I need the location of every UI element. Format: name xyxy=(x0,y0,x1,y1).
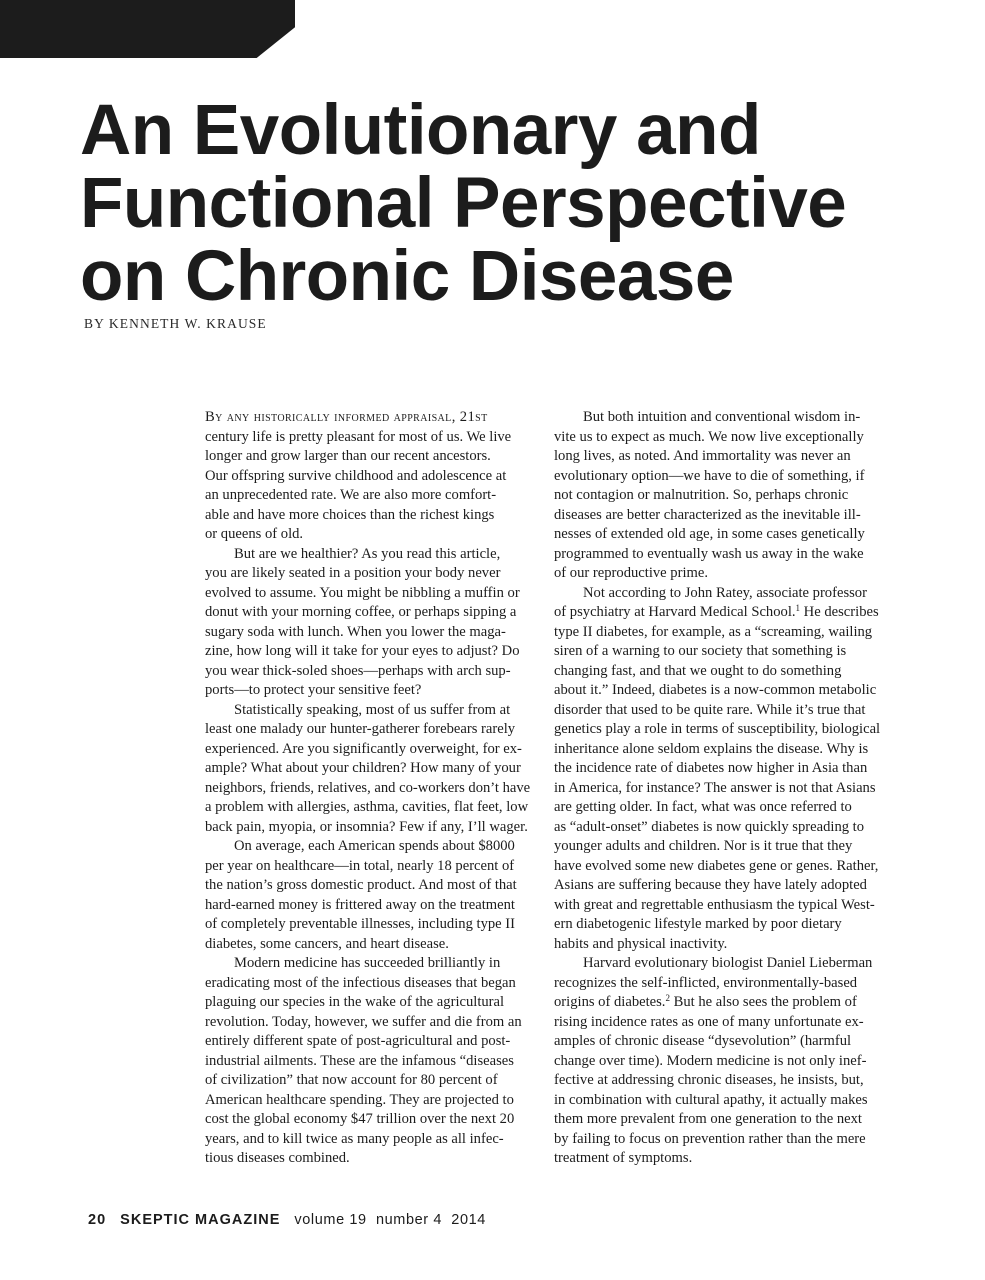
text-line: eradicating most of the infectious diseases that began xyxy=(205,974,516,991)
title-line: Functional Perspective xyxy=(80,164,847,243)
title-line: An Evolutionary and xyxy=(80,91,761,170)
text-line: disorder that used to be quite rare. While it’s true that xyxy=(554,701,866,718)
text-line: back pain, myopia, or insomnia? Few if any, I’ll wager. xyxy=(205,818,528,835)
text-line: the nation’s gross domestic product. And most of that xyxy=(205,877,517,893)
text-line: ample? What about your children? How many of your xyxy=(205,760,521,776)
text-line: as “adult-onset” diabetes is now quickly spreading to xyxy=(554,818,865,835)
text-line: diseases are better characterized as the inevitable ill- xyxy=(554,506,861,523)
footnote-marker: 2 xyxy=(665,993,670,1003)
text-line: treatment of symptoms. xyxy=(554,1150,693,1166)
text-line: But are we healthier? As you read this article, xyxy=(234,545,501,562)
magazine-name: SKEPTIC MAGAZINE xyxy=(120,1212,281,1228)
text-line: of completely preventable illnesses, including type II xyxy=(205,916,516,932)
text-line: neighbors, friends, relatives, and co-workers don’t have xyxy=(205,779,531,796)
corner-tab xyxy=(0,0,295,58)
text-line: zine, how long will it take for your eyes to adjust? Do xyxy=(205,643,520,659)
issue-info: volume 19 number 4 2014 xyxy=(294,1212,486,1228)
text-line: of our reproductive prime. xyxy=(554,565,708,581)
text-line-with-footnote xyxy=(554,993,884,1013)
text-line: type II diabetes, for example, as a “screaming, wailing xyxy=(554,623,873,640)
left-column xyxy=(205,408,535,1169)
text-line: Our offspring survive childhood and adolescence at xyxy=(205,467,507,484)
text-line: recognizes the self-inflicted, environmentally-based xyxy=(554,974,858,991)
text-fragment: He describes xyxy=(800,604,879,620)
text-line: amples of chronic disease “dysevolution” (harmful xyxy=(554,1033,852,1049)
text-fragment: origins of diabetes. xyxy=(554,994,666,1010)
text-line: programmed to eventually wash us away in the wake xyxy=(554,545,864,562)
text-line: with great and regrettable enthusiasm the typical West- xyxy=(554,896,875,913)
text-line: about it.” Indeed, diabetes is a now-common metabolic xyxy=(554,682,877,698)
text-fragment: of psychiatry at Harvard Medical School. xyxy=(554,604,796,620)
text-line: Asians are suffering because they have lately adopted xyxy=(554,877,867,893)
text-line: change over time). Modern medicine is not only inef- xyxy=(554,1052,867,1069)
text-line: of civilization” that now account for 80 percent of xyxy=(205,1072,498,1088)
text-line: you wear thick-soled shoes—perhaps with arch sup- xyxy=(205,662,511,679)
text-line: sugary soda with lunch. When you lower the maga- xyxy=(205,623,506,640)
text-line: Harvard evolutionary biologist Daniel Lieberman xyxy=(583,955,873,971)
text-line: able and have more choices than the richest kings xyxy=(205,506,495,523)
text-line: plaguing our species in the wake of the agricultural xyxy=(205,994,505,1010)
text-line: industrial ailments. These are the infamous “diseases xyxy=(205,1052,514,1069)
text-line: long lives, as noted. And immortality was never an xyxy=(554,448,851,464)
text-line: by failing to focus on prevention rather than the mere xyxy=(554,1130,866,1147)
text-line: donut with your morning coffee, or perhaps sipping a xyxy=(205,604,517,620)
text-fragment: But he also sees the problem of xyxy=(669,994,857,1010)
text-line: least one malady our hunter-gatherer forebears rarely xyxy=(205,721,516,737)
text-line: diabetes, some cancers, and heart disease. xyxy=(205,935,449,952)
text-line: genetics play a role in terms of susceptibility, biological xyxy=(554,721,881,737)
text-line: entirely different spate of post-agricultural and post- xyxy=(205,1033,511,1049)
text-line: inheritance alone seldom explains the disease. Why is xyxy=(554,740,869,757)
text-line: habits and physical inactivity. xyxy=(554,935,728,952)
title-line: on Chronic Disease xyxy=(80,237,734,316)
text-line: you are likely seated in a position your body never xyxy=(205,565,501,581)
text-line: are getting older. In fact, what was once referred to xyxy=(554,799,852,815)
text-line: evolutionary option—we have to die of something, if xyxy=(554,467,865,484)
text-line: ern diabetogenic lifestyle marked by poor dietary xyxy=(554,916,842,932)
text-line: American healthcare spending. They are projected to xyxy=(205,1091,514,1108)
text-line: or queens of old. xyxy=(205,526,304,542)
text-line: Not according to John Ratey, associate professor xyxy=(583,584,867,601)
text-line-with-footnote xyxy=(554,603,884,623)
page-footer xyxy=(88,1212,486,1228)
text-line: not contagion or malnutrition. So, perhaps chronic xyxy=(554,487,849,503)
text-line: years, and to kill twice as many people as all infec- xyxy=(205,1130,504,1147)
text-line: changing fast, and that we ought to do something xyxy=(554,662,842,679)
text-line: experienced. Are you significantly overweight, for ex- xyxy=(205,740,522,757)
footnote-marker: 1 xyxy=(795,603,801,613)
text-line: ports—to protect your sensitive feet? xyxy=(205,682,422,698)
text-line: the incidence rate of diabetes now higher in Asia than xyxy=(554,760,868,776)
right-column xyxy=(554,408,884,1169)
text-line: fective at addressing chronic diseases, he insists, but, xyxy=(554,1072,864,1088)
text-line: siren of a warning to our society that something is xyxy=(554,643,847,659)
text-line: evolved to assume. You might be nibbling a muffin or xyxy=(205,584,520,601)
text-line: vite us to expect as much. We now live exceptionally xyxy=(554,428,864,445)
text-line: per year on healthcare—in total, nearly 18 percent of xyxy=(205,857,515,874)
text-line: But both intuition and conventional wisdom in- xyxy=(583,409,861,425)
text-line: a problem with allergies, asthma, cavities, flat feet, low xyxy=(205,799,529,815)
text-line: in combination with cultural apathy, it actually makes xyxy=(554,1091,868,1108)
article-title xyxy=(80,91,960,316)
text-line: tious diseases combined. xyxy=(205,1150,350,1166)
byline: BY KENNETH W. KRAUSE xyxy=(84,316,267,331)
text-line: hard-earned money is frittered away on the treatment xyxy=(205,896,515,913)
text-line: rising incidence rates as one of many unfortunate ex- xyxy=(554,1013,864,1030)
text-line: Modern medicine has succeeded brilliantly in xyxy=(234,955,501,971)
text-line: in America, for instance? The answer is not that Asians xyxy=(554,779,876,796)
text-line: longer and grow larger than our recent ancestors. xyxy=(205,448,491,464)
text-line: By any historically informed appraisal, 21st xyxy=(205,409,488,425)
text-line: younger adults and children. Nor is it true that they xyxy=(554,838,853,854)
text-line: revolution. Today, however, we suffer and die from an xyxy=(205,1013,522,1030)
text-line: an unprecedented rate. We are also more comfort- xyxy=(205,487,497,503)
text-line: have evolved some new diabetes gene or genes. Rather, xyxy=(554,857,879,874)
text-line: On average, each American spends about $8000 xyxy=(234,838,515,854)
text-line: Statistically speaking, most of us suffer from at xyxy=(234,701,511,718)
page-number: 20 xyxy=(88,1212,107,1228)
text-line: century life is pretty pleasant for most of us. We live xyxy=(205,428,512,445)
text-line: them more prevalent from one generation to the next xyxy=(554,1111,862,1127)
text-line: cost the global economy $47 trillion over the next 20 xyxy=(205,1111,515,1127)
text-line: nesses of extended old age, in some cases genetically xyxy=(554,526,865,542)
